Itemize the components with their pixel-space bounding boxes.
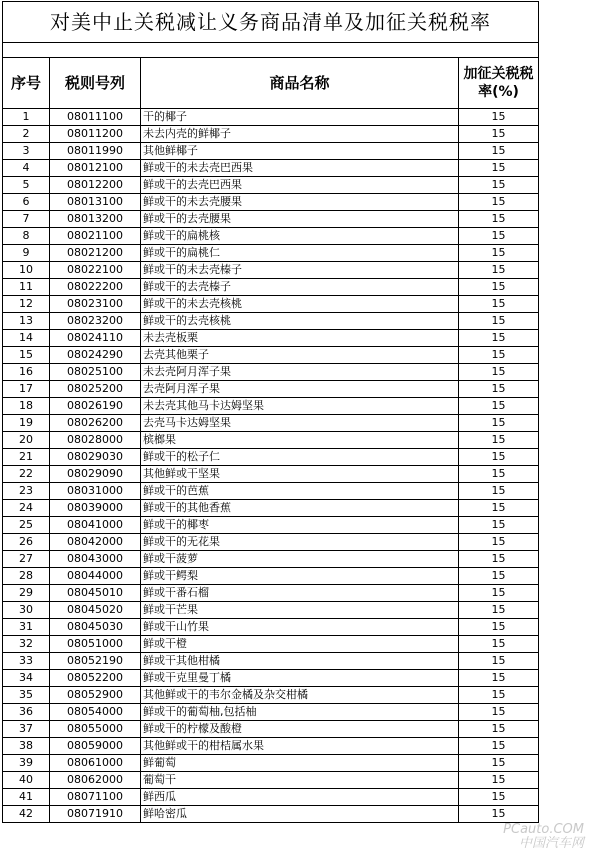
cell-name: 鲜或干的去壳巴西果	[141, 177, 459, 194]
table-row	[3, 466, 539, 483]
table-row	[3, 449, 539, 466]
table-row	[3, 619, 539, 636]
table-row	[3, 364, 539, 381]
cell-name: 未去壳阿月浑子果	[141, 364, 459, 381]
cell-rate: 15	[459, 398, 539, 415]
cell-name: 鲜或干的去壳腰果	[141, 211, 459, 228]
cell-rate: 15	[459, 109, 539, 126]
cell-code: 08013200	[50, 211, 141, 228]
cell-index: 2	[3, 126, 50, 143]
cell-index: 21	[3, 449, 50, 466]
table-row	[3, 160, 539, 177]
sheet-title: 对美中止关税减让义务商品清单及加征关税税率	[3, 2, 539, 43]
cell-rate: 15	[459, 279, 539, 296]
cell-code: 08045030	[50, 619, 141, 636]
cell-name: 鲜或干的椰枣	[141, 517, 459, 534]
cell-rate: 15	[459, 483, 539, 500]
table-row	[3, 517, 539, 534]
cell-index: 37	[3, 721, 50, 738]
cell-index: 3	[3, 143, 50, 160]
cell-index: 11	[3, 279, 50, 296]
cell-code: 08021200	[50, 245, 141, 262]
cell-rate: 15	[459, 143, 539, 160]
cell-name: 鲜或干芒果	[141, 602, 459, 619]
cell-rate: 15	[459, 347, 539, 364]
cell-rate: 15	[459, 772, 539, 789]
cell-index: 40	[3, 772, 50, 789]
cell-name: 鲜或干番石榴	[141, 585, 459, 602]
cell-rate: 15	[459, 296, 539, 313]
cell-code: 08025100	[50, 364, 141, 381]
cell-rate: 15	[459, 806, 539, 823]
cell-index: 23	[3, 483, 50, 500]
blank-row	[3, 43, 539, 58]
cell-index: 28	[3, 568, 50, 585]
cell-name: 其他鲜或干的韦尔金橘及杂交柑橘	[141, 687, 459, 704]
cell-name: 鲜或干的去壳核桃	[141, 313, 459, 330]
cell-rate: 15	[459, 330, 539, 347]
cell-name: 鲜或干的扁桃核	[141, 228, 459, 245]
cell-code: 08029030	[50, 449, 141, 466]
cell-index: 25	[3, 517, 50, 534]
cell-rate: 15	[459, 194, 539, 211]
cell-name: 未去壳其他马卡达姆坚果	[141, 398, 459, 415]
table-row	[3, 126, 539, 143]
table-row	[3, 738, 539, 755]
watermark-line1: PCauto.COM	[503, 822, 584, 837]
cell-name: 鲜西瓜	[141, 789, 459, 806]
cell-index: 13	[3, 313, 50, 330]
table-row	[3, 772, 539, 789]
cell-code: 08044000	[50, 568, 141, 585]
cell-code: 08013100	[50, 194, 141, 211]
cell-rate: 15	[459, 211, 539, 228]
cell-code: 08059000	[50, 738, 141, 755]
cell-name: 槟榔果	[141, 432, 459, 449]
table-row	[3, 568, 539, 585]
tariff-sheet	[2, 1, 538, 823]
cell-code: 08061000	[50, 755, 141, 772]
cell-name: 鲜或干的其他香蕉	[141, 500, 459, 517]
cell-code: 08071100	[50, 789, 141, 806]
cell-rate: 15	[459, 619, 539, 636]
cell-rate: 15	[459, 228, 539, 245]
title-row	[3, 2, 539, 43]
cell-name: 鲜或干的未去壳巴西果	[141, 160, 459, 177]
cell-index: 36	[3, 704, 50, 721]
cell-index: 22	[3, 466, 50, 483]
cell-rate: 15	[459, 517, 539, 534]
cell-rate: 15	[459, 126, 539, 143]
cell-rate: 15	[459, 364, 539, 381]
table-row	[3, 789, 539, 806]
table-row	[3, 194, 539, 211]
cell-rate: 15	[459, 687, 539, 704]
cell-name: 鲜或干的无花果	[141, 534, 459, 551]
table-row	[3, 585, 539, 602]
cell-rate: 15	[459, 551, 539, 568]
cell-index: 35	[3, 687, 50, 704]
cell-index: 30	[3, 602, 50, 619]
cell-rate: 15	[459, 432, 539, 449]
table-row	[3, 211, 539, 228]
cell-name: 其他鲜椰子	[141, 143, 459, 160]
cell-rate: 15	[459, 636, 539, 653]
cell-code: 08062000	[50, 772, 141, 789]
cell-code: 08011990	[50, 143, 141, 160]
cell-code: 08052900	[50, 687, 141, 704]
table-row	[3, 262, 539, 279]
cell-code: 08011200	[50, 126, 141, 143]
cell-index: 29	[3, 585, 50, 602]
table-row	[3, 381, 539, 398]
cell-index: 42	[3, 806, 50, 823]
cell-name: 鲜哈密瓜	[141, 806, 459, 823]
table-row	[3, 279, 539, 296]
cell-code: 08022200	[50, 279, 141, 296]
cell-index: 1	[3, 109, 50, 126]
watermark-line2: 中国汽车网	[518, 836, 584, 851]
cell-name: 干的椰子	[141, 109, 459, 126]
cell-name: 鲜或干的芭蕉	[141, 483, 459, 500]
cell-index: 41	[3, 789, 50, 806]
cell-index: 38	[3, 738, 50, 755]
cell-code: 08045020	[50, 602, 141, 619]
cell-index: 16	[3, 364, 50, 381]
table-row	[3, 721, 539, 738]
cell-code: 08023100	[50, 296, 141, 313]
cell-code: 08042000	[50, 534, 141, 551]
cell-code: 08052190	[50, 653, 141, 670]
cell-name: 未去壳板栗	[141, 330, 459, 347]
cell-name: 鲜或干其他柑橘	[141, 653, 459, 670]
blank-cell	[3, 43, 539, 58]
header-code: 税则号列	[50, 58, 141, 109]
cell-index: 15	[3, 347, 50, 364]
cell-name: 鲜或干的去壳榛子	[141, 279, 459, 296]
cell-code: 08028000	[50, 432, 141, 449]
watermark	[503, 823, 584, 851]
cell-rate: 15	[459, 466, 539, 483]
cell-code: 08012200	[50, 177, 141, 194]
cell-name: 鲜葡萄	[141, 755, 459, 772]
cell-name: 鲜或干的未去壳榛子	[141, 262, 459, 279]
cell-rate: 15	[459, 415, 539, 432]
cell-code: 08071910	[50, 806, 141, 823]
table-row	[3, 806, 539, 823]
table-row	[3, 670, 539, 687]
cell-name: 去壳马卡达姆坚果	[141, 415, 459, 432]
cell-rate: 15	[459, 738, 539, 755]
cell-code: 08043000	[50, 551, 141, 568]
cell-rate: 15	[459, 568, 539, 585]
cell-code: 08031000	[50, 483, 141, 500]
cell-name: 鲜或干的葡萄柚,包括柚	[141, 704, 459, 721]
cell-name: 去壳阿月浑子果	[141, 381, 459, 398]
cell-name: 鲜或干的松子仁	[141, 449, 459, 466]
cell-name: 鲜或干菠萝	[141, 551, 459, 568]
cell-code: 08021100	[50, 228, 141, 245]
cell-code: 08051000	[50, 636, 141, 653]
cell-name: 其他鲜或干的柑桔属水果	[141, 738, 459, 755]
table-row	[3, 143, 539, 160]
table-row	[3, 653, 539, 670]
cell-index: 10	[3, 262, 50, 279]
table-row	[3, 177, 539, 194]
cell-index: 26	[3, 534, 50, 551]
cell-code: 08055000	[50, 721, 141, 738]
cell-code: 08041000	[50, 517, 141, 534]
cell-rate: 15	[459, 755, 539, 772]
table-row	[3, 755, 539, 772]
table-row	[3, 109, 539, 126]
cell-code: 08026200	[50, 415, 141, 432]
cell-index: 33	[3, 653, 50, 670]
cell-name: 鲜或干橙	[141, 636, 459, 653]
table-row	[3, 500, 539, 517]
cell-index: 5	[3, 177, 50, 194]
cell-index: 18	[3, 398, 50, 415]
table-row	[3, 551, 539, 568]
cell-index: 14	[3, 330, 50, 347]
cell-index: 9	[3, 245, 50, 262]
cell-code: 08024290	[50, 347, 141, 364]
cell-code: 08052200	[50, 670, 141, 687]
cell-rate: 15	[459, 245, 539, 262]
header-index: 序号	[3, 58, 50, 109]
cell-rate: 15	[459, 449, 539, 466]
cell-name: 鲜或干的未去壳核桃	[141, 296, 459, 313]
header-row	[3, 58, 539, 109]
cell-rate: 15	[459, 653, 539, 670]
cell-index: 32	[3, 636, 50, 653]
cell-name: 去壳其他栗子	[141, 347, 459, 364]
cell-rate: 15	[459, 262, 539, 279]
cell-code: 08011100	[50, 109, 141, 126]
cell-name: 葡萄干	[141, 772, 459, 789]
table-row	[3, 347, 539, 364]
table-row	[3, 245, 539, 262]
cell-rate: 15	[459, 602, 539, 619]
table-row	[3, 313, 539, 330]
cell-name: 鲜或干鳄梨	[141, 568, 459, 585]
cell-name: 鲜或干克里曼丁橘	[141, 670, 459, 687]
cell-index: 27	[3, 551, 50, 568]
cell-code: 08029090	[50, 466, 141, 483]
cell-name: 鲜或干山竹果	[141, 619, 459, 636]
table-row	[3, 636, 539, 653]
cell-code: 08026190	[50, 398, 141, 415]
cell-rate: 15	[459, 670, 539, 687]
header-rate: 加征关税税率(%)	[459, 58, 539, 109]
cell-code: 08022100	[50, 262, 141, 279]
table-row	[3, 483, 539, 500]
cell-code: 08045010	[50, 585, 141, 602]
cell-name: 其他鲜或干坚果	[141, 466, 459, 483]
cell-index: 7	[3, 211, 50, 228]
table-row	[3, 398, 539, 415]
table-row	[3, 432, 539, 449]
cell-index: 34	[3, 670, 50, 687]
cell-code: 08012100	[50, 160, 141, 177]
cell-index: 19	[3, 415, 50, 432]
cell-rate: 15	[459, 500, 539, 517]
cell-code: 08054000	[50, 704, 141, 721]
table-row	[3, 534, 539, 551]
cell-name: 鲜或干的柠檬及酸橙	[141, 721, 459, 738]
cell-index: 12	[3, 296, 50, 313]
cell-index: 31	[3, 619, 50, 636]
table-row	[3, 687, 539, 704]
cell-index: 4	[3, 160, 50, 177]
table-row	[3, 296, 539, 313]
cell-index: 6	[3, 194, 50, 211]
cell-name: 鲜或干的扁桃仁	[141, 245, 459, 262]
cell-index: 17	[3, 381, 50, 398]
cell-code: 08024110	[50, 330, 141, 347]
cell-rate: 15	[459, 704, 539, 721]
table-row	[3, 228, 539, 245]
cell-rate: 15	[459, 585, 539, 602]
table-row	[3, 330, 539, 347]
cell-index: 20	[3, 432, 50, 449]
cell-index: 39	[3, 755, 50, 772]
cell-rate: 15	[459, 789, 539, 806]
header-name: 商品名称	[141, 58, 459, 109]
cell-name: 未去内壳的鲜椰子	[141, 126, 459, 143]
cell-code: 08023200	[50, 313, 141, 330]
cell-index: 24	[3, 500, 50, 517]
cell-name: 鲜或干的未去壳腰果	[141, 194, 459, 211]
table-row	[3, 415, 539, 432]
cell-code: 08039000	[50, 500, 141, 517]
table-row	[3, 704, 539, 721]
cell-rate: 15	[459, 721, 539, 738]
cell-code: 08025200	[50, 381, 141, 398]
tariff-table	[2, 1, 539, 823]
cell-rate: 15	[459, 313, 539, 330]
cell-rate: 15	[459, 534, 539, 551]
cell-rate: 15	[459, 177, 539, 194]
cell-index: 8	[3, 228, 50, 245]
cell-rate: 15	[459, 381, 539, 398]
table-row	[3, 602, 539, 619]
cell-rate: 15	[459, 160, 539, 177]
